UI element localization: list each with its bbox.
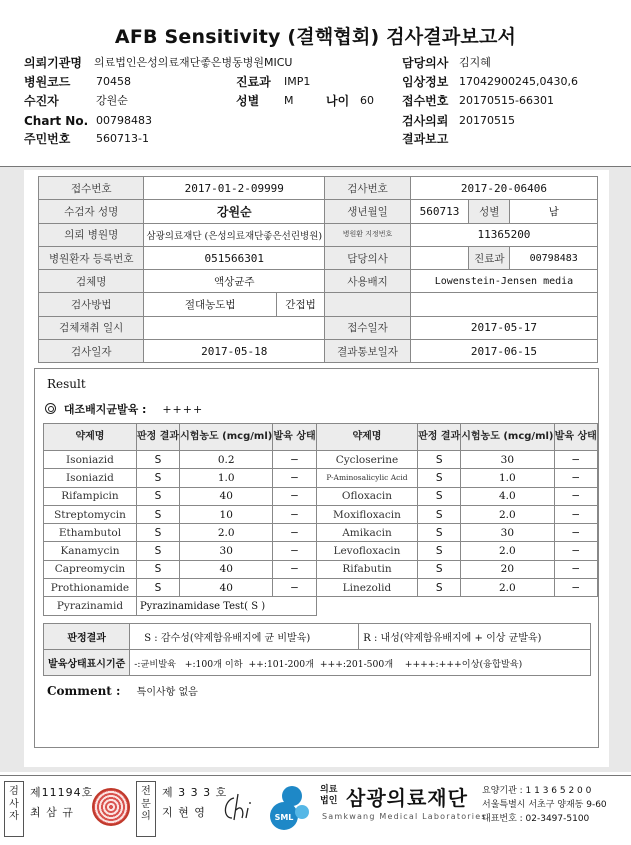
table-row xyxy=(39,246,598,269)
growth-status: − xyxy=(273,579,316,597)
cell-value: 강원순 xyxy=(144,200,325,223)
growth-status: − xyxy=(554,451,598,469)
institution-label: 의뢰기관명 xyxy=(24,56,82,70)
official-seal xyxy=(92,788,130,826)
result-title: Result xyxy=(47,377,86,391)
report-label: 결과보고 xyxy=(402,132,449,146)
corp-code: 요양기관 : 1 1 3 6 5 2 0 0 xyxy=(482,786,592,796)
table-row xyxy=(39,223,598,246)
test-concentration: 0.2 xyxy=(180,451,273,469)
drug-name: Linezolid xyxy=(316,579,417,597)
judge-result: S xyxy=(136,469,179,487)
cell-value: 남 xyxy=(510,200,598,223)
table-row xyxy=(44,624,591,650)
cell-label: 병원환자 등록번호 xyxy=(39,246,144,269)
test-concentration: 40 xyxy=(180,579,273,597)
test-concentration: 40 xyxy=(180,487,273,505)
pza-result: Pyrazinamidase Test( S ) xyxy=(136,597,316,615)
test-concentration: 10 xyxy=(180,505,273,523)
cell-value: 액상균주 xyxy=(144,270,325,293)
ward-code-value: 70458 xyxy=(96,75,131,88)
drug-name: Ethambutol xyxy=(44,524,137,542)
growth-status: − xyxy=(273,524,316,542)
table-row xyxy=(44,579,598,597)
report-header xyxy=(0,54,631,166)
cell-label: 검사번호 xyxy=(325,177,411,200)
drug-name: Moxifloxacin xyxy=(316,505,417,523)
judge-result: S xyxy=(418,487,461,505)
growth-status: − xyxy=(554,524,598,542)
corp-type: 의료 법인 xyxy=(320,785,338,806)
cell-value: 560713 xyxy=(410,200,468,223)
cell-value: 간접법 xyxy=(276,293,324,316)
doc-name: 지 현 영 xyxy=(162,806,206,819)
test-concentration: 2.0 xyxy=(461,542,554,560)
doc-license-no: 제 3 3 3 호 xyxy=(162,786,228,799)
cell-label: 의뢰 병원명 xyxy=(39,223,144,246)
col-header-growth: 발육 상태 xyxy=(273,424,316,451)
dept-value: IMP1 xyxy=(284,75,311,88)
judge-result: S xyxy=(418,579,461,597)
test-concentration: 30 xyxy=(461,524,554,542)
control-label: 대조배지균발육 : xyxy=(63,403,147,416)
cell-value xyxy=(410,293,597,316)
cell-value: 2017-01-2-09999 xyxy=(144,177,325,200)
cell-value: 삼광의료재단 (은성의료재단좋은선린병원) xyxy=(144,223,325,246)
col-header-growth: 발육 상태 xyxy=(554,424,598,451)
growth-status: − xyxy=(554,542,598,560)
specialist-box: 전문의 xyxy=(136,781,156,837)
tech-name: 최 삼 규 xyxy=(30,806,74,819)
control-growth xyxy=(45,401,203,417)
judge-result: S xyxy=(418,524,461,542)
doctor-value: 김지혜 xyxy=(459,56,491,69)
cell-label: 결과통보일자 xyxy=(325,340,411,363)
growth-legend-text: -:균비발육 +:100개 이하 ++:101-200개 +++:201-500개 ++++:+++이상(융합발육) xyxy=(130,650,591,676)
cell-value: 2017-06-15 xyxy=(410,340,597,363)
cell-label: 생년월일 xyxy=(325,200,411,223)
table-row xyxy=(44,560,598,578)
sex-value: M xyxy=(284,94,294,107)
cell-label xyxy=(325,293,411,316)
drug-name: Levofloxacin xyxy=(316,542,417,560)
col-header-judge: 판정 결과 xyxy=(418,424,461,451)
drug-name: Rifabutin xyxy=(316,560,417,578)
table-row xyxy=(44,469,598,487)
test-concentration: 1.0 xyxy=(180,469,273,487)
dept-label: 진료과 xyxy=(236,75,271,89)
sex-label: 성별 xyxy=(236,94,260,108)
control-value: ++++ xyxy=(162,403,204,416)
table-row xyxy=(44,505,598,523)
growth-status: − xyxy=(554,487,598,505)
table-row xyxy=(44,524,598,542)
ward-code-label: 병원코드 xyxy=(24,75,71,89)
chart-value: 00798483 xyxy=(96,114,152,127)
logo-text: SML xyxy=(274,813,294,822)
age-value: 60 xyxy=(360,94,374,107)
drug-name: Ofloxacin xyxy=(316,487,417,505)
judge-result: S xyxy=(418,469,461,487)
doctor-signature xyxy=(220,790,264,826)
judge-result: S xyxy=(418,560,461,578)
cell-value: 051566301 xyxy=(144,246,325,269)
growth-status: − xyxy=(273,560,316,578)
drug-name: Prothionamide xyxy=(44,579,137,597)
cell-value xyxy=(144,316,325,339)
sml-logo-icon xyxy=(268,782,312,836)
test-concentration: 20 xyxy=(461,560,554,578)
legend-table xyxy=(43,623,591,676)
drug-name: Pyrazinamid xyxy=(44,597,137,615)
clinical-label: 임상정보 xyxy=(402,75,449,89)
test-concentration: 2.0 xyxy=(180,524,273,542)
patient-label: 수진자 xyxy=(24,94,59,108)
growth-status: − xyxy=(554,505,598,523)
drug-name: Cycloserine xyxy=(316,451,417,469)
judge-result: S xyxy=(136,524,179,542)
comment-value: 특이사항 없음 xyxy=(136,687,198,698)
table-row xyxy=(44,451,598,469)
cell-value: 2017-05-17 xyxy=(410,316,597,339)
reception-value: 20170515-66301 xyxy=(459,94,554,107)
drug-name: Rifampicin xyxy=(44,487,137,505)
result-section xyxy=(34,368,599,748)
patient-value: 강원순 xyxy=(96,94,128,107)
cell-value: 11365200 xyxy=(410,223,597,246)
judge-result: S xyxy=(136,487,179,505)
judge-result: S xyxy=(136,505,179,523)
judge-legend-s: S : 감수성(약제함유배지에 균 비발육) xyxy=(130,624,359,650)
corp-name: 삼광의료재단 xyxy=(346,786,468,810)
table-row xyxy=(44,597,598,615)
table-row xyxy=(39,316,598,339)
resident-value: 560713-1 xyxy=(96,132,149,145)
table-row xyxy=(39,340,598,363)
table-header-row xyxy=(44,424,598,451)
corp-info xyxy=(482,784,607,826)
cell-value: 절대농도법 xyxy=(144,293,277,316)
institution-value: 의료법인은성의료재단좋은병동병원MICU xyxy=(94,56,293,69)
cell-label: 검사방법 xyxy=(39,293,144,316)
judge-result: S xyxy=(136,560,179,578)
cell-value: 2017-05-18 xyxy=(144,340,325,363)
growth-status: − xyxy=(273,505,316,523)
table-row xyxy=(39,293,598,316)
cell-value: 2017-20-06406 xyxy=(410,177,597,200)
empty-cell xyxy=(316,597,597,615)
test-concentration: 30 xyxy=(180,542,273,560)
cell-label: 검체채취 일시 xyxy=(39,316,144,339)
cell-value: Lowenstein-Jensen media xyxy=(410,270,597,293)
cell-label: 담당의사 xyxy=(325,246,411,269)
resident-label: 주민번호 xyxy=(24,132,71,146)
drug-name: Isoniazid xyxy=(44,469,137,487)
chart-label: Chart No. xyxy=(24,114,89,128)
corp-phone: 대표번호 : 02-3497-5100 xyxy=(482,814,590,824)
test-concentration: 2.0 xyxy=(461,579,554,597)
double-circle-icon xyxy=(45,403,56,414)
judge-legend-r: R : 내성(약제함유배지에 + 이상 균발육) xyxy=(359,624,591,650)
judge-result: S xyxy=(136,579,179,597)
test-concentration: 4.0 xyxy=(461,487,554,505)
request-value: 20170515 xyxy=(459,114,515,127)
comment xyxy=(47,683,198,698)
age-label: 나이 xyxy=(326,94,350,108)
doctor-label: 담당의사 xyxy=(402,56,449,70)
col-header-judge: 판정 결과 xyxy=(136,424,179,451)
test-concentration: 1.0 xyxy=(461,469,554,487)
tester-box: 검사자 xyxy=(4,781,24,837)
cell-value: 00798483 xyxy=(510,246,598,269)
growth-status: − xyxy=(273,469,316,487)
col-header-drug: 약제명 xyxy=(316,424,417,451)
drug-name: Capreomycin xyxy=(44,560,137,578)
table-row xyxy=(44,650,591,676)
growth-status: − xyxy=(554,469,598,487)
judge-result: S xyxy=(418,451,461,469)
judge-legend-label: 판정결과 xyxy=(44,624,130,650)
cell-label: 검체명 xyxy=(39,270,144,293)
growth-status: − xyxy=(273,487,316,505)
growth-status: − xyxy=(554,560,598,578)
comment-label: Comment : xyxy=(47,684,121,698)
cell-label: 수검자 성명 xyxy=(39,200,144,223)
corp-name-en: Samkwang Medical Laboratories xyxy=(322,812,487,821)
cell-label: 병원환 지정번호 xyxy=(325,223,411,246)
cell-label: 성별 xyxy=(469,200,510,223)
table-row xyxy=(39,200,598,223)
growth-status: − xyxy=(273,542,316,560)
cell-label: 진료과 xyxy=(469,246,510,269)
table-row xyxy=(44,487,598,505)
cell-value xyxy=(410,246,468,269)
tech-license-no: 제11194호 xyxy=(30,786,94,799)
table-row xyxy=(44,542,598,560)
reception-label: 접수번호 xyxy=(402,94,449,108)
cell-label: 사용배지 xyxy=(325,270,411,293)
test-concentration: 30 xyxy=(461,451,554,469)
cell-label: 접수번호 xyxy=(39,177,144,200)
judge-result: S xyxy=(136,542,179,560)
report-title: AFB Sensitivity (결핵협회) 검사결과보고서 xyxy=(114,26,517,48)
drug-name: Streptomycin xyxy=(44,505,137,523)
col-header-conc: 시험농도 (mcg/ml) xyxy=(461,424,554,451)
scanned-report xyxy=(24,170,609,767)
test-concentration: 2.0 xyxy=(461,505,554,523)
drug-name: Amikacin xyxy=(316,524,417,542)
drug-name: Kanamycin xyxy=(44,542,137,560)
cell-label: 접수일자 xyxy=(325,316,411,339)
corp-address: 서울특별시 서초구 양재동 9-60 xyxy=(482,800,607,810)
growth-status: − xyxy=(273,451,316,469)
report-footer xyxy=(0,776,631,845)
specimen-info-table xyxy=(38,176,598,363)
clinical-value: 17042900245,0430,6 xyxy=(459,75,578,88)
test-concentration: 40 xyxy=(180,560,273,578)
drug-susceptibility-table xyxy=(43,423,598,616)
judge-result: S xyxy=(136,451,179,469)
col-header-drug: 약제명 xyxy=(44,424,137,451)
table-row xyxy=(39,270,598,293)
cell-label: 검사일자 xyxy=(39,340,144,363)
growth-status: − xyxy=(554,579,598,597)
judge-result: S xyxy=(418,505,461,523)
table-row xyxy=(39,177,598,200)
col-header-conc: 시험농도 (mcg/ml) xyxy=(180,424,273,451)
growth-legend-label: 발육상태표시기준 xyxy=(44,650,130,676)
request-label: 검사의뢰 xyxy=(402,114,449,128)
drug-name: Isoniazid xyxy=(44,451,137,469)
judge-result: S xyxy=(418,542,461,560)
drug-name: P-Aminosalicylic Acid xyxy=(316,469,417,487)
